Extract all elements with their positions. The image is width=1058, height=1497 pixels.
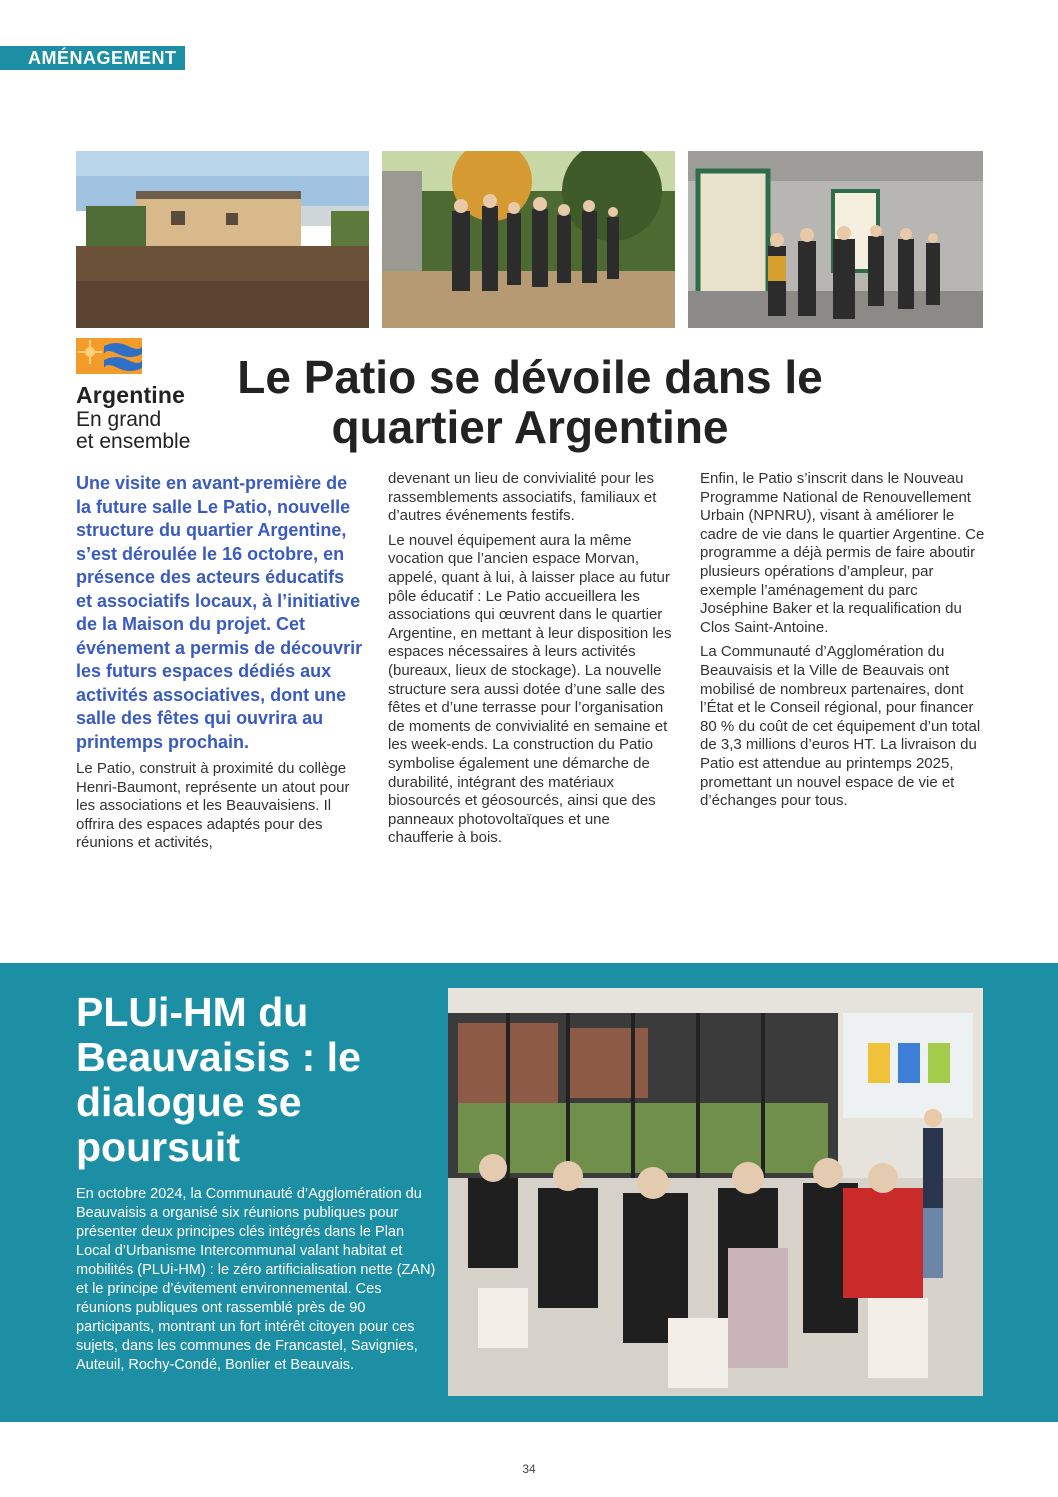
article-column-3 (700, 470, 990, 817)
article-paragraph: Le nouvel équipement aura la même vocation que l’ancien espace Morvan, appelé, quant à lui, à laisser place au futur pôle éducatif : Le Patio accueillera les associations qui œuvrent dans le quartier Argentine, en mettant à leur disposition les espaces nécessaires à leurs activités (bureaux, lieux de stockage). La nouvelle structure sera aussi dotée d’une salle des fêtes et d’une terrasse pour l’organisation de moments de convivialité en semaine et les week-ends. La construction du Patio symbolise également une démarche de durabilité, intégrant des matériaux biosourcés et géosourcés, ainsi que des panneaux photovoltaïques et une chaufferie à bois. (388, 531, 672, 847)
article-paragraph: devenant un lieu de convivialité pour les rassemblements associatifs, familiaux et d’autres événements festifs. (388, 470, 657, 525)
article-lead: Une visite en avant-première de la future salle Le Patio, nouvelle structure du quartier Argentine, s’est déroulée le 16 octobre, en présence des acteurs éducatifs et associatifs locaux, à l’initiative de la Maison du projet. Cet événement a permis de découvrir les futurs espaces dédiés aux activités associatives, dont une salle des fêtes qui ouvrira au printemps prochain. (76, 473, 363, 752)
plui-title: PLUi-HM du Beauvaisis : le dialogue se poursuit (76, 989, 361, 1170)
article-paragraph: Enfin, le Patio s’inscrit dans le Nouveau Programme National de Renouvellement Urbain (NPNRU), visant à améliorer le cadre de vie dans le quartier Argentine. Ce programme a déjà permis de faire aboutir plusieurs opérations d’ampleur, par exemple l’aménagement du parc Joséphine Baker et la requalification du Clos Saint-Antoine. (700, 470, 985, 636)
article-paragraph: Le Patio, construit à proximité du collège Henri-Baumont, représente un atout pour les associations et les Beauvaisiens. Il offrira des espaces adaptés pour des réunions et activités, (76, 760, 350, 852)
logo-name: Argentine (76, 382, 186, 408)
section-tag: AMÉNAGEMENT (22, 46, 185, 70)
article-column-2 (388, 470, 678, 854)
argentine-logo (76, 338, 226, 458)
group-visit-photo (382, 151, 675, 328)
sun-wave-icon (76, 338, 142, 374)
article-paragraph: La Communauté d’Agglomération du Beauvaisis et la Ville de Beauvais ont mobilisé de nombreux partenaires, dont l’État et le Conseil régional, pour financer 80 % du coût de cet équipement d’un total de 3,3 millions d’euros HT. La livraison du Patio est attendue au printemps 2025, promettant un nouvel espace de vie et d’échanges pour tous. (700, 643, 981, 810)
public-meeting-photo (448, 988, 983, 1396)
article-column-1 (76, 472, 364, 859)
logo-tagline-1: En grand (76, 408, 162, 431)
plui-text: En octobre 2024, la Communauté d’Agglomération du Beauvaisis a organisé six réunions publiques pour présenter deux principes clés intégrés dans le Plan Local d’Urbanisme Intercommunal valant habitat et mobilités (PLUi-HM) : le zéro artificialisation nette (ZAN) et le principe d’évitement environnemental. Ces réunions publiques ont rassemblé près de 90 participants, montrant un fort intérêt citoyen pour ces sujets, dans les communes de Francastel, Savignies, Auteuil, Rochy-Condé, Bonlier et Beauvais. (76, 1186, 436, 1373)
article-title: Le Patio se dévoile dans le quartier Argentine (237, 351, 823, 453)
indoor-visit-photo (688, 151, 983, 328)
building-site-photo (76, 151, 369, 328)
logo-tagline-2: et ensemble (76, 430, 191, 453)
page-number: 34 (522, 1462, 536, 1476)
